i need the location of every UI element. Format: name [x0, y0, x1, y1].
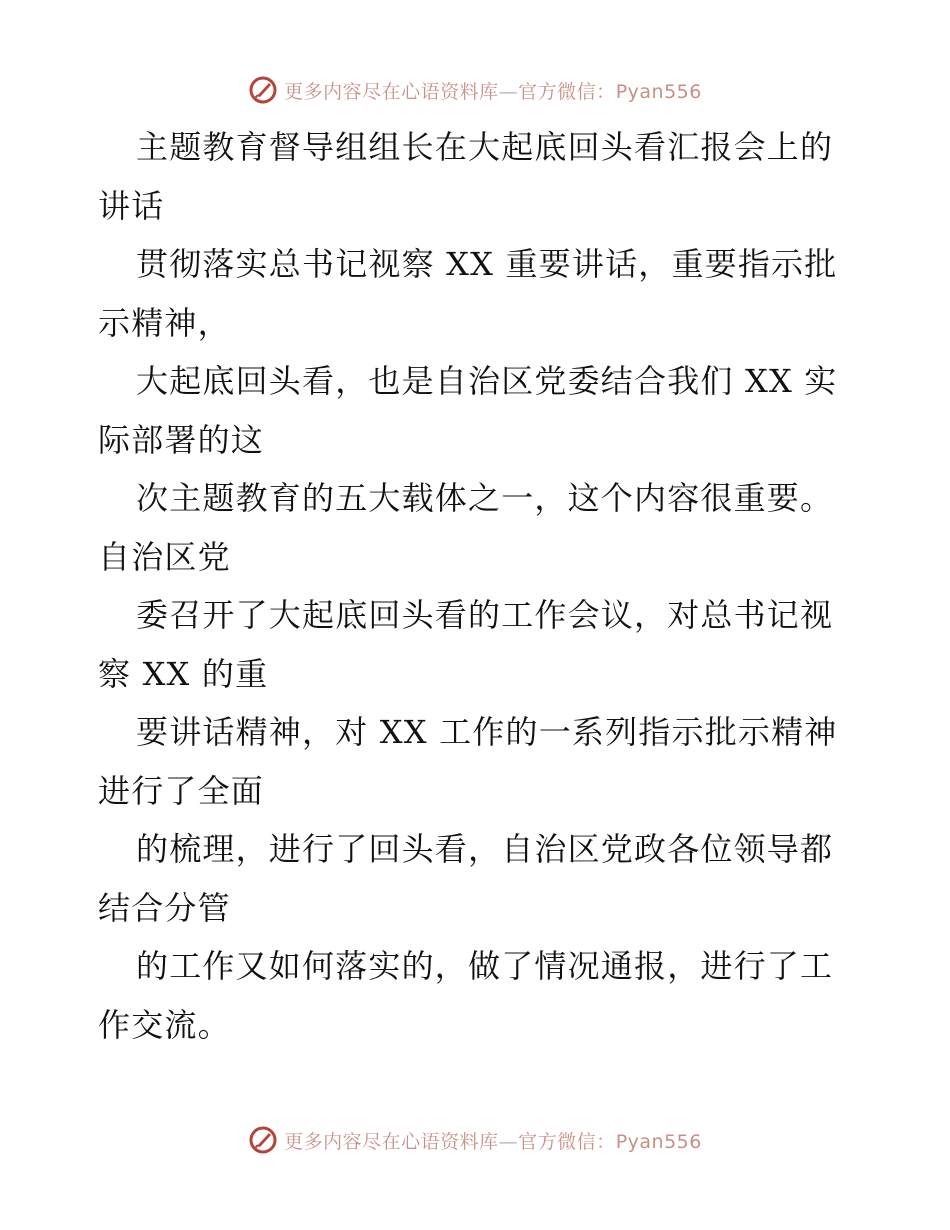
banner-separator: —	[498, 80, 519, 103]
banner-wechat-label: 官方微信：	[518, 80, 616, 103]
paragraph-7	[98, 820, 858, 937]
paragraph-3	[98, 352, 858, 469]
banner-separator: —	[498, 1130, 519, 1153]
paragraph-line: 的工作又如何落实的，做了情况通报，进行了工	[136, 947, 834, 985]
paragraph-2	[98, 235, 858, 352]
paragraph-4	[98, 469, 858, 586]
paragraph-line: 的梳理，进行了回头看，自治区党政各位领导都	[136, 830, 834, 868]
paragraph-8	[98, 937, 858, 1054]
paragraph-line: 大起底回头看，也是自治区党委结合我们 XX 实	[136, 362, 838, 400]
footer-banner	[0, 1120, 950, 1160]
paragraph-line: 际部署的这	[98, 420, 265, 459]
paragraph-line: 次主题教育的五大载体之一，这个内容很重要。	[136, 479, 834, 517]
banner-wechat-label: 官方微信：	[518, 1130, 616, 1153]
banner-slogan: 更多内容尽在心语资料库	[284, 80, 499, 103]
header-banner	[0, 70, 950, 110]
header-banner-text	[284, 77, 702, 104]
paragraph-line: 自治区党	[98, 537, 231, 576]
paragraph-line: 示精神，	[98, 303, 231, 342]
footer-banner-text	[284, 1127, 702, 1154]
paragraph-5	[98, 586, 858, 703]
banner-wechat-id: Pyan556	[615, 1130, 702, 1153]
paragraph-line: 进行了全面	[98, 771, 265, 810]
paragraph-line: 委召开了大起底回头看的工作会议，对总书记视	[136, 596, 834, 634]
paragraph-line: 要讲话精神，对 XX 工作的一系列指示批示精神	[136, 713, 838, 751]
paragraph-line: 作交流。	[98, 1005, 231, 1044]
paragraph-line: 讲话	[98, 186, 165, 225]
paragraph-line: 察 XX 的重	[98, 654, 269, 693]
banner-slogan: 更多内容尽在心语资料库	[284, 1130, 499, 1153]
quill-logo-icon	[248, 75, 278, 105]
paragraph-line: 贯彻落实总书记视察 XX 重要讲话，重要指示批	[136, 245, 838, 283]
paragraph-line: 主题教育督导组组长在大起底回头看汇报会上的	[136, 128, 834, 166]
paragraph-1	[98, 118, 858, 235]
paragraph-6	[98, 703, 858, 820]
banner-wechat-id: Pyan556	[615, 80, 702, 103]
paragraph-line: 结合分管	[98, 888, 231, 927]
quill-logo-icon	[248, 1125, 278, 1155]
document-body	[98, 118, 858, 1054]
